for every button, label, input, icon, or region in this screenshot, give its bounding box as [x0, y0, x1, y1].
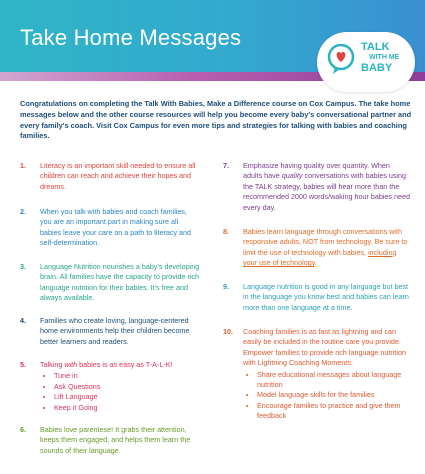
- coaching-moments-list: [257, 370, 411, 422]
- talk-steps-list: [54, 371, 200, 413]
- logo-line3: BABY: [361, 62, 393, 74]
- logo-line2: WITH ME: [369, 54, 400, 61]
- list-item: • Lift Language: [54, 392, 200, 402]
- item-number: 1.: [20, 161, 26, 170]
- item-text: When you talk with babies and coach families, you are an important part in making sure all babies leave your care on a path to literacy and self-determination.: [40, 207, 192, 248]
- item-text: [40, 360, 200, 413]
- logo-wordmark: [361, 41, 415, 74]
- item-text: Language Nutrition nourishes a baby's developing brain. All families have the capacity to provide rich language nutrition for their babies. It's free and always available.: [40, 262, 200, 303]
- item-text: Babies love parentese! It grabs their attention, keeps them engaged, and helps them learn the sounds of their language.: [40, 425, 191, 455]
- item-text-part: Coaching families is as fast as lightning and can easily be included in the routine care you provide. Empower families to provide rich language nutrition with Lightning Coaching Moments:: [243, 327, 406, 368]
- item-text: Language nutrition is good in any language but best in the language you know best and babies can learn more than one language at a time.: [243, 282, 409, 312]
- list-item: • Encourage families to practice and give them feedback: [257, 401, 411, 422]
- page-title: Take Home Messages: [20, 25, 242, 50]
- item-number: 5.: [20, 360, 26, 369]
- item-number: 7.: [223, 161, 229, 170]
- item-text: Families who create loving, language-centered home environments help their children become better learners and readers.: [40, 316, 190, 346]
- item-number: 9.: [223, 282, 229, 291]
- item-text: Literacy is an important skill needed to ensure all children can reach and achieve their hopes and dreams.: [40, 161, 196, 191]
- list-item: • Model language skills for the families: [257, 390, 411, 400]
- item-text-part: Emphasize having quality over quantity. When adults have: [243, 161, 390, 181]
- item-number: 8.: [223, 227, 229, 236]
- logo-line1: TALK: [361, 41, 390, 53]
- list-item: • Tune in: [54, 371, 200, 381]
- list-item: • Share educational messages about language nutrition: [257, 370, 411, 391]
- item-text-part: Babies learn language through conversations with responsive adults, NOT from technology. Be sure to limit the use of technology with babies,: [243, 227, 408, 257]
- message-item-1: [20, 161, 200, 193]
- item-number: 2.: [20, 207, 26, 216]
- item-text-part: conversations with babies using the TALK strategy, babies will hear more than the recommended 2000 words/waking hour babies need every day.: [243, 171, 411, 212]
- item-text: [243, 227, 411, 269]
- list-item: • Ask Questions: [54, 382, 200, 392]
- item-text-part: babies is as easy as T-A-L-K!: [77, 360, 173, 369]
- item-text-emphasis: quality: [281, 171, 303, 181]
- item-text: [243, 327, 411, 422]
- item-number: 3.: [20, 262, 26, 271]
- intro-paragraph: Congratulations on completing the Talk With Babies, Make a Difference course on Cox Campus. The take home messages below and the other course resources will help you become every baby's conversational partner and every family's coach. Visit Cox Campus for even more tips and strategies for talking with babies and coaching families.: [20, 99, 412, 141]
- item-text-underline: including your use of technology: [243, 247, 397, 268]
- item-text-part: Talking: [40, 360, 65, 369]
- list-item: • Keep it Going: [54, 403, 200, 413]
- item-text-part: .: [314, 258, 317, 268]
- talk-with-me-baby-logo: [317, 32, 415, 92]
- item-text: [243, 161, 411, 213]
- item-number: 10.: [223, 327, 233, 336]
- speech-bubble-heart-icon: [327, 44, 355, 76]
- item-number: 6.: [20, 425, 26, 434]
- item-number: 4.: [20, 316, 26, 325]
- item-text-emphasis: with: [64, 360, 78, 369]
